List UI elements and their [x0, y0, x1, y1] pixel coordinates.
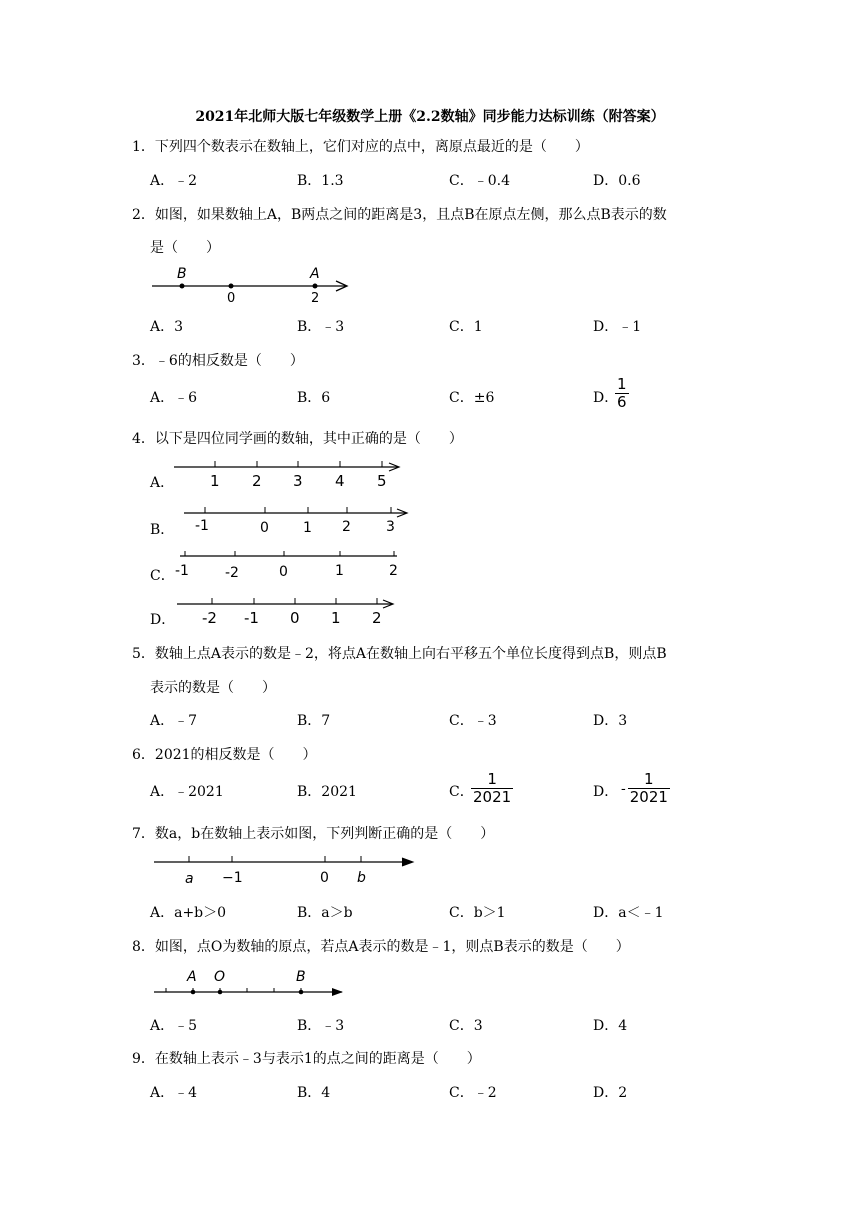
fraction-numerator: 1: [644, 770, 654, 788]
q4-axis-d-figure: [172, 594, 402, 628]
q7-label-b: b: [357, 870, 366, 886]
q7-label-a: a: [185, 871, 194, 887]
q4c-tick-label: 2: [389, 563, 398, 579]
q4-option-a: A．: [150, 475, 175, 491]
q8-label-a: A: [187, 969, 197, 985]
q4d-tick-label: -1: [244, 609, 259, 627]
q4d-tick-label: 0: [290, 609, 300, 627]
q8-option-c: C．3: [449, 1018, 483, 1034]
q6-option-d: D．: [593, 784, 619, 800]
q4a-tick-label: 3: [293, 472, 303, 490]
q7-option-a: A．a+b＞0: [150, 905, 227, 921]
question-6-stem: 6．2021的相反数是（ ）: [132, 747, 317, 763]
q4-axis-c-figure: [172, 548, 412, 582]
question-2-stem-line1: 2．如图，如果数轴上A，B两点之间的距离是3，且点B在原点左侧，那么点B表示的数: [132, 207, 667, 223]
q9-option-d: D．2: [593, 1085, 628, 1101]
fraction-sign: -: [621, 780, 626, 797]
q8-point-a: [191, 990, 196, 995]
question-9-stem: 9．在数轴上表示﹣3与表示1的点之间的距离是（ ）: [132, 1051, 481, 1067]
question-5-stem-line2: 表示的数是（ ）: [150, 680, 276, 696]
q2-label-two: 2: [311, 291, 320, 306]
q4a-tick-label: 4: [335, 472, 345, 490]
q1-option-a: A．﹣2: [150, 173, 198, 189]
q8-point-b: [299, 990, 304, 995]
q4c-tick-label: -2: [225, 565, 239, 581]
q8-label-o: O: [214, 969, 226, 985]
q4-axis-b-figure: [180, 503, 420, 537]
q5-option-b: B．7: [297, 713, 331, 729]
q7-number-line-figure: [152, 852, 422, 888]
q8-option-d: D．4: [593, 1018, 628, 1034]
q4c-tick-label: 0: [279, 564, 288, 580]
q4-option-c: C．: [150, 568, 175, 584]
question-7-stem: 7．数a，b在数轴上表示如图，下列判断正确的是（ ）: [132, 826, 495, 842]
q3-option-b: B．6: [297, 390, 331, 406]
q2-option-d: D．﹣1: [593, 319, 642, 335]
q7-axis-arrow: [402, 858, 413, 866]
q9-option-a: A．﹣4: [150, 1085, 198, 1101]
q1-option-c: C．﹣0.4: [449, 173, 510, 189]
q4d-tick-label: 1: [331, 609, 341, 627]
q7-option-c: C．b＞1: [449, 905, 506, 921]
q2-point-origin: [229, 284, 234, 289]
q8-point-o: [218, 990, 223, 995]
q4a-tick-label: 5: [377, 472, 387, 490]
q6-option-a: A．﹣2021: [150, 784, 224, 800]
q3-option-d-fraction: [615, 376, 629, 411]
q1-option-d: D．0.6: [593, 173, 641, 189]
q4a-tick-label: 2: [252, 472, 262, 490]
question-4-stem: 4．以下是四位同学画的数轴，其中正确的是（ ）: [132, 431, 463, 447]
q6-option-d-fraction: [621, 771, 670, 806]
q2-label-a: A: [310, 266, 320, 282]
q6-option-b: B．2021: [297, 784, 357, 800]
question-5-stem-line1: 5．数轴上点A表示的数是﹣2，将点A在数轴上向右平移五个单位长度得到点B，则点B: [132, 646, 667, 662]
q2-option-b: B．﹣3: [297, 319, 345, 335]
q4b-tick-label: -1: [195, 518, 209, 534]
q4c-tick-label: 1: [335, 563, 344, 579]
q3-option-a: A．﹣6: [150, 390, 198, 406]
q9-option-b: B．4: [297, 1085, 331, 1101]
q2-label-b: B: [177, 266, 187, 282]
q5-option-d: D．3: [593, 713, 628, 729]
fraction-numerator: 1: [487, 770, 497, 788]
q8-label-b: B: [296, 969, 306, 985]
q4-option-d: D．: [150, 612, 176, 628]
q8-axis-arrow: [332, 988, 343, 996]
q7-option-d: D．a＜﹣1: [593, 905, 664, 921]
fraction-denominator: 2021: [629, 788, 668, 806]
q4-option-b: B．: [150, 522, 175, 538]
q2-option-a: A．3: [150, 319, 184, 335]
question-1-stem: 1．下列四个数表示在数轴上，它们对应的点中，离原点最近的是（ ）: [132, 139, 589, 155]
q4c-tick-label: -1: [175, 563, 189, 579]
q2-label-zero: 0: [227, 291, 236, 306]
q8-option-a: A．﹣5: [150, 1018, 198, 1034]
q4b-tick-label: 0: [260, 520, 269, 536]
q6-option-c-fraction: [471, 771, 513, 806]
q8-option-b: B．﹣3: [297, 1018, 345, 1034]
fraction-numerator: 1: [617, 375, 627, 393]
q5-option-a: A．﹣7: [150, 713, 198, 729]
question-2-stem-line2: 是（ ）: [150, 240, 220, 256]
q6-option-c: C．: [449, 784, 474, 800]
q5-option-c: C．﹣3: [449, 713, 497, 729]
q2-option-c: C．1: [449, 319, 483, 335]
q4d-tick-label: 2: [372, 609, 382, 627]
q7-option-b: B．a＞b: [297, 905, 353, 921]
q4b-tick-label: 1: [303, 520, 312, 536]
q2-point-b: [180, 284, 185, 289]
q9-option-c: C．﹣2: [449, 1085, 497, 1101]
q7-label-zero: 0: [320, 870, 329, 886]
q4b-tick-label: 3: [386, 519, 395, 535]
q1-option-b: B．1.3: [297, 173, 344, 189]
q4-axis-a-figure: [170, 456, 410, 490]
q4a-tick-label: 1: [210, 472, 220, 490]
q2-number-line-figure: [150, 262, 360, 308]
q7-label-minus1: −1: [222, 870, 243, 886]
fraction-denominator: 6: [617, 393, 627, 411]
q8-number-line-figure: [152, 964, 352, 1000]
q3-option-c: C．±6: [449, 390, 495, 406]
q4d-tick-label: -2: [202, 609, 217, 627]
question-8-stem: 8．如图，点O为数轴的原点，若点A表示的数是﹣1，则点B表示的数是（ ）: [132, 939, 630, 955]
q3-option-d: D．: [593, 390, 619, 406]
q4b-tick-label: 2: [342, 519, 351, 535]
fraction-denominator: 2021: [473, 788, 512, 806]
q2-point-a: [313, 284, 318, 289]
document-title: 2021年北师大版七年级数学上册《2.2数轴》同步能力达标训练（附答案）: [195, 109, 665, 125]
question-3-stem: 3．﹣6的相反数是（ ）: [132, 353, 304, 369]
